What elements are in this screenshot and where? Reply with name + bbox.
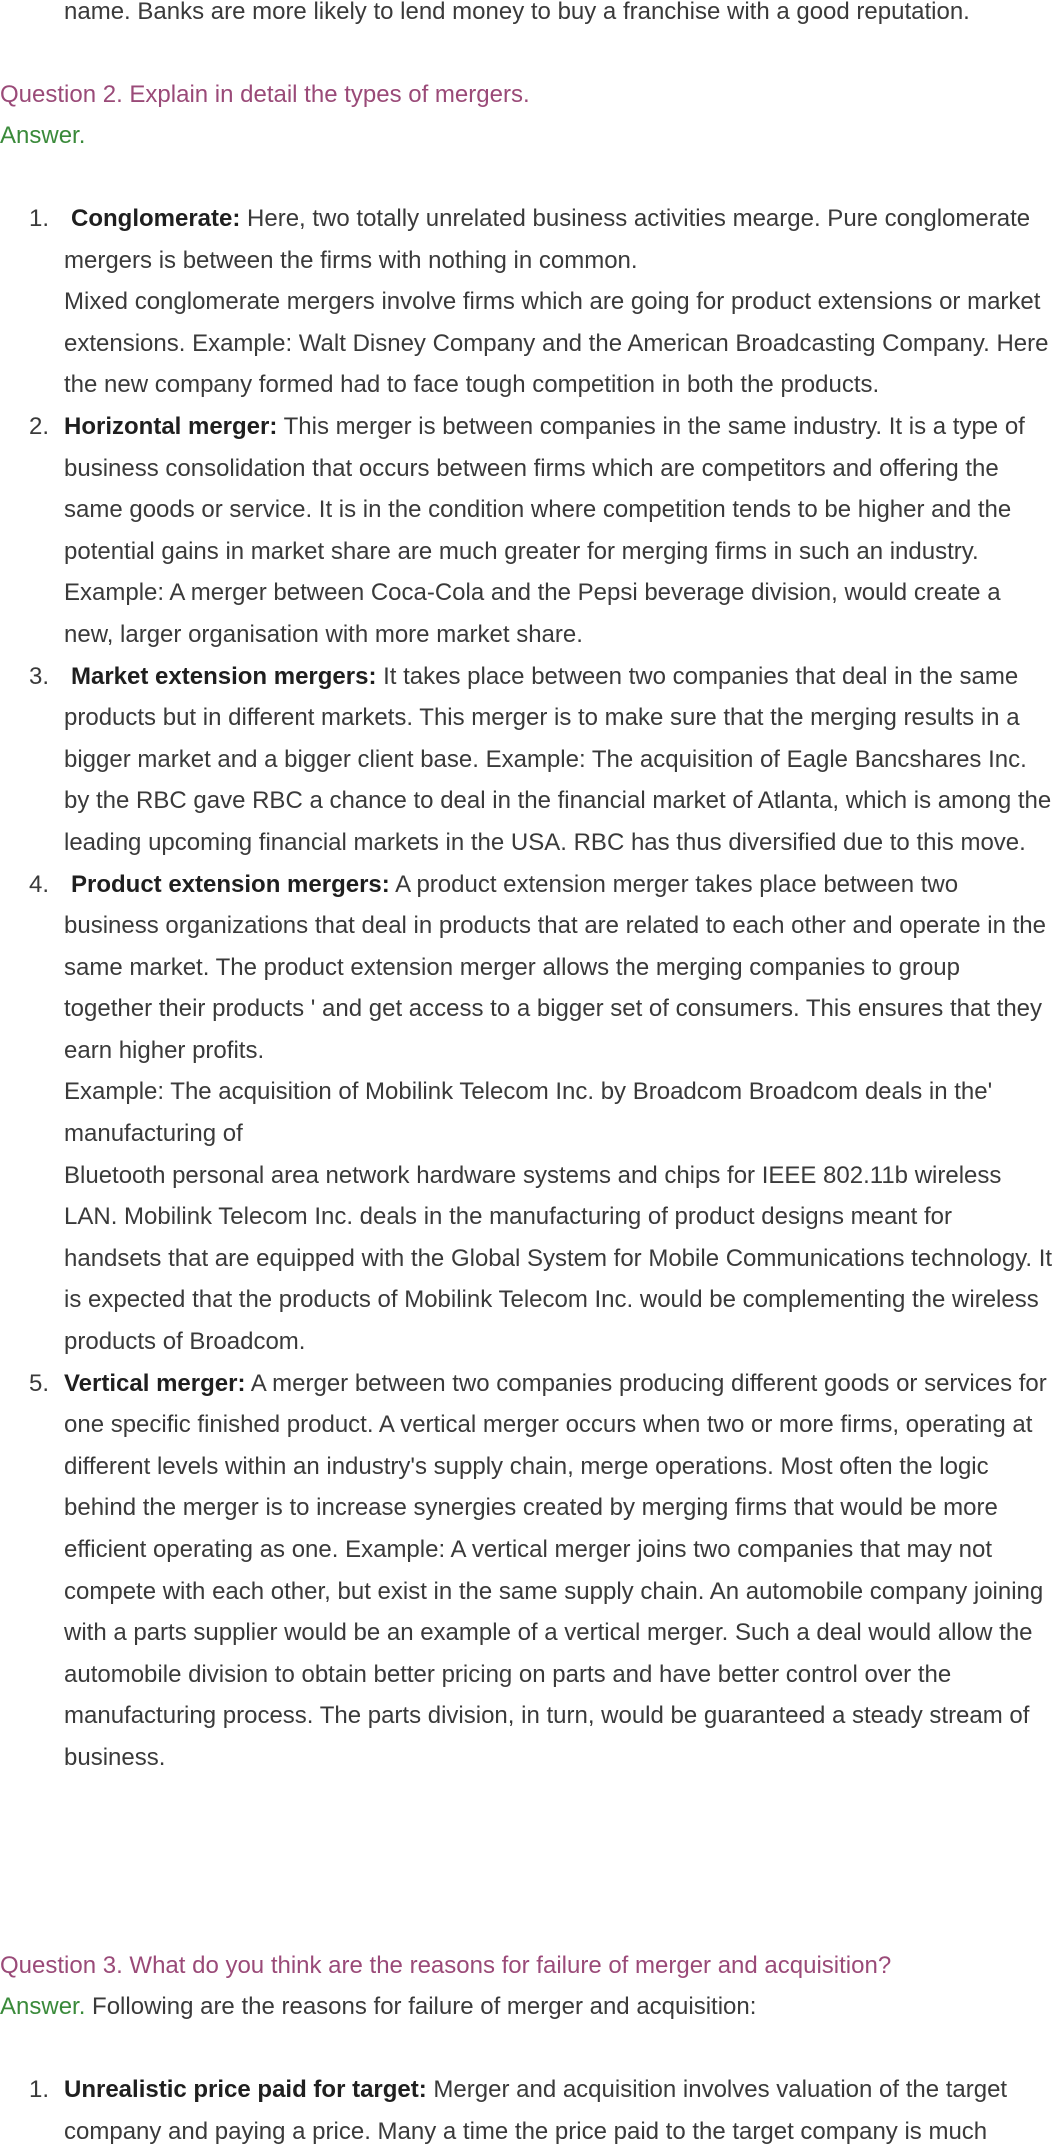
question-3-heading: Question 3. What do you think are the reasons for failure of merger and acquisition?: [0, 1952, 892, 1979]
answer-label: Answer.: [0, 1993, 86, 2020]
list-item-paragraph: [64, 406, 1053, 572]
list-number: 5.: [29, 1369, 50, 1397]
item-text-continued: Mixed conglomerate mergers involve firms which are going for product extensions or market extensions. Example: Walt Disney Company and the American Broadcasting Company. Here the new company formed had to face tough competition in both the products.: [64, 288, 1049, 399]
item-text: Merger and acquisition involves valuation of the target company and paying a price. Many a time the price paid to the target company is much: [64, 2076, 1008, 2145]
list-number: 4.: [29, 870, 50, 898]
term-unrealistic-price: Unrealistic price paid for target:: [64, 2076, 427, 2103]
term-market-extension-mergers: Market extension mergers:: [71, 662, 377, 690]
list-item-paragraph: [64, 656, 1053, 864]
question-2-heading: Question 2. Explain in detail the types of mergers.: [0, 81, 530, 108]
question-3-answer: [0, 1986, 756, 2028]
item-text: This merger is between companies in the same industry. It is a type of business consolidation that occurs between firms which are competitors and offering the same goods or service. It is in the condition where competition tends to be higher and the potential gains in market share are much greater for merging firms in such an industry.: [64, 412, 1025, 565]
list-item-paragraph: [64, 1363, 1053, 1779]
item-text: A product extension merger takes place between two business organizations that deal in products that are related to each other and operate in the same market. The product extension merger allows the merging companies to group together their products ' and get access to a bigger set of consumers. This ensures that they earn higher profits.: [64, 870, 1046, 1064]
list-number: 1.: [29, 205, 50, 232]
term-horizontal-merger: Horizontal merger:: [64, 412, 278, 440]
q3-failure-reasons-list: [0, 2069, 1053, 2152]
list-item-paragraph: [64, 2069, 1053, 2152]
list-item: [0, 198, 1053, 406]
list-item: [0, 2069, 1053, 2152]
question-2-answer-label: [0, 115, 85, 157]
item-text-continued: Example: The acquisition of Mobilink Telecom Inc. by Broadcom Broadcom deals in the' manufacturing of: [64, 1078, 993, 1148]
q2-merger-types-list: [0, 198, 1053, 1779]
list-item: [0, 656, 1053, 864]
item-text-continued: Bluetooth personal area network hardware systems and chips for IEEE 802.11b wireless LAN. Mobilink Telecom Inc. deals in the manufacturing of product designs meant for handsets that are equipped with the Global System for Mobile Communications technology. It is expected that the products of Mobilink Telecom Inc. would be complementing the wireless products of Broadcom.: [64, 1161, 1053, 1356]
list-item: [0, 864, 1053, 1363]
term-product-extension-mergers: Product extension mergers:: [71, 870, 390, 898]
list-number: 3.: [29, 662, 50, 690]
term-conglomerate: Conglomerate:: [71, 205, 241, 232]
item-text: It takes place between two companies that deal in the same products but in different markets. This merger is to make sure that the merging results in a bigger market and a bigger client base. Example: The acquisition of Eagle Bancshares Inc. by the RBC gave RBC a chance to deal in the financial market of Atlanta, which is among the leading upcoming financial markets in the USA. RBC has thus diversified due to this move.: [64, 662, 1052, 856]
list-item: [0, 406, 1053, 656]
item-text: A merger between two companies producing different goods or services for one specific finished product. A vertical merger occurs when two or more firms, operating at different levels within an industry's supply chain, merge operations. Most often the logic behind the merger is to increase synergies created by merging firms that would be more efficient operating as one. Example: A vertical merger joins two companies that may not compete with each other, but exist in the same supply chain. An automobile company joining with a parts supplier would be an example of a vertical merger. Such a deal would allow the automobile division to obtain better pricing on parts and have better control over the manufacturing process. The parts division, in turn, would be guaranteed a steady stream of business.: [64, 1369, 1047, 1771]
item-text-continued: Example: A merger between Coca-Cola and the Pepsi beverage division, would create a new, larger organisation with more market share.: [64, 579, 1001, 648]
list-number: 1.: [29, 2076, 50, 2103]
list-item-paragraph: [64, 864, 1053, 1072]
answer-text: Following are the reasons for failure of merger and acquisition:: [85, 1993, 757, 2020]
intro-tail-text: name. Banks are more likely to lend money to buy a franchise with a good reputation.: [64, 0, 970, 25]
answer-label: Answer.: [0, 122, 86, 149]
list-item: [0, 1363, 1053, 1779]
list-number: 2.: [29, 412, 50, 440]
list-item-paragraph: [64, 198, 1053, 281]
term-vertical-merger: Vertical merger:: [64, 1369, 246, 1397]
item-text: Here, two totally unrelated business activities mearge. Pure conglomerate mergers is between the firms with nothing in common.: [64, 205, 1031, 274]
